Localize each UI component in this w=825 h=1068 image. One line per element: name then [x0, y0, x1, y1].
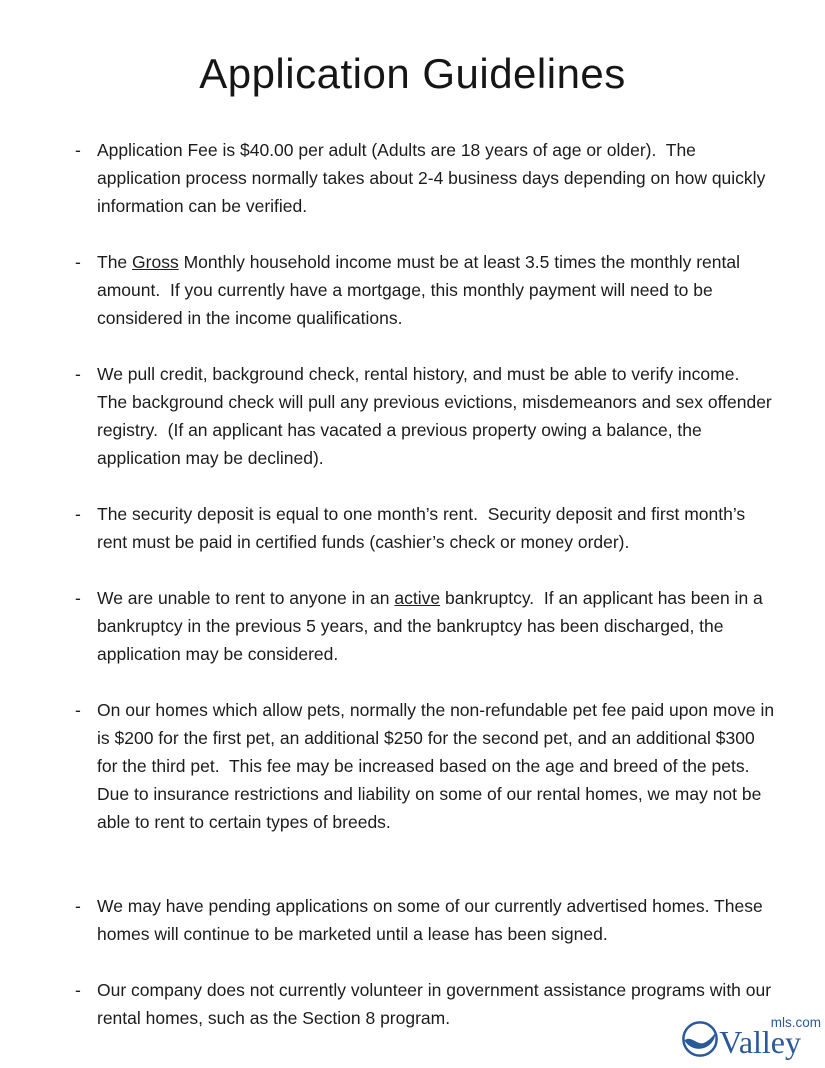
bullet-dash: - — [75, 504, 81, 525]
guideline-text: Application Fee is $40.00 per adult (Adults are 18 years of age or older). The application process normally takes about 2-4 business days depending on how quickly information can be verified. — [97, 140, 771, 217]
bullet-dash: - — [75, 252, 81, 273]
bullet-dash: - — [75, 700, 81, 721]
guideline-item — [75, 892, 775, 948]
guideline-item — [75, 360, 775, 472]
guideline-text: We pull credit, background check, rental history, and must be able to verify income. The background check will pull any previous evictions, misdemeanors and sex offender registry. (If an applicant has vacated a previous property owing a balance, the application may be declined). — [97, 364, 777, 469]
guideline-item — [75, 248, 775, 332]
guideline-text: Our company does not currently volunteer in government assistance programs with our rental homes, such as the Section 8 program. — [97, 980, 776, 1029]
guideline-item — [75, 500, 775, 556]
bullet-dash: - — [75, 140, 81, 161]
page-title: Application Guidelines — [199, 50, 626, 97]
bullet-dash: - — [75, 896, 81, 917]
guideline-text: The Gross Monthly household income must be at least 3.5 times the monthly rental amount. If you currently have a mortgage, this monthly payment will need to be considered in the income qualifications. — [97, 252, 745, 329]
guideline-item — [75, 136, 775, 220]
guideline-text: We may have pending applications on some of our currently advertised homes. These homes will continue to be marketed until a lease has been signed. — [97, 896, 768, 945]
bullet-dash: - — [75, 364, 81, 385]
guideline-text: The security deposit is equal to one month’s rent. Security deposit and first month’s rent must be paid in certified funds (cashier’s check or money order). — [97, 504, 751, 553]
guideline-item — [75, 584, 775, 668]
valleymls-logo — [681, 1014, 821, 1060]
bullet-dash: - — [75, 588, 81, 609]
guideline-item — [75, 976, 775, 1032]
logo-suffix-text: mls.com — [770, 1015, 821, 1030]
guideline-item — [75, 696, 779, 836]
logo-brand-text: Valley — [719, 1024, 801, 1060]
valley-wave-circle-icon — [681, 1020, 719, 1058]
guidelines-list — [0, 136, 825, 1032]
guideline-text: On our homes which allow pets, normally the non-refundable pet fee paid upon move in is $200 for the first pet, an additional $250 for the second pet, and an additional $300 for the third pet. This fee may be increased based on the age and breed of the pets. Due to insurance restrictions and liability on some of our rental homes, we may not be able to rent to certain types of breeds. — [97, 700, 779, 833]
bullet-dash: - — [75, 980, 81, 1001]
guideline-text: We are unable to rent to anyone in an active bankruptcy. If an applicant has been in a bankruptcy in the previous 5 years, and the bankruptcy has been discharged, the application may be considered. — [97, 588, 768, 665]
logo-wordmark — [719, 1015, 821, 1060]
